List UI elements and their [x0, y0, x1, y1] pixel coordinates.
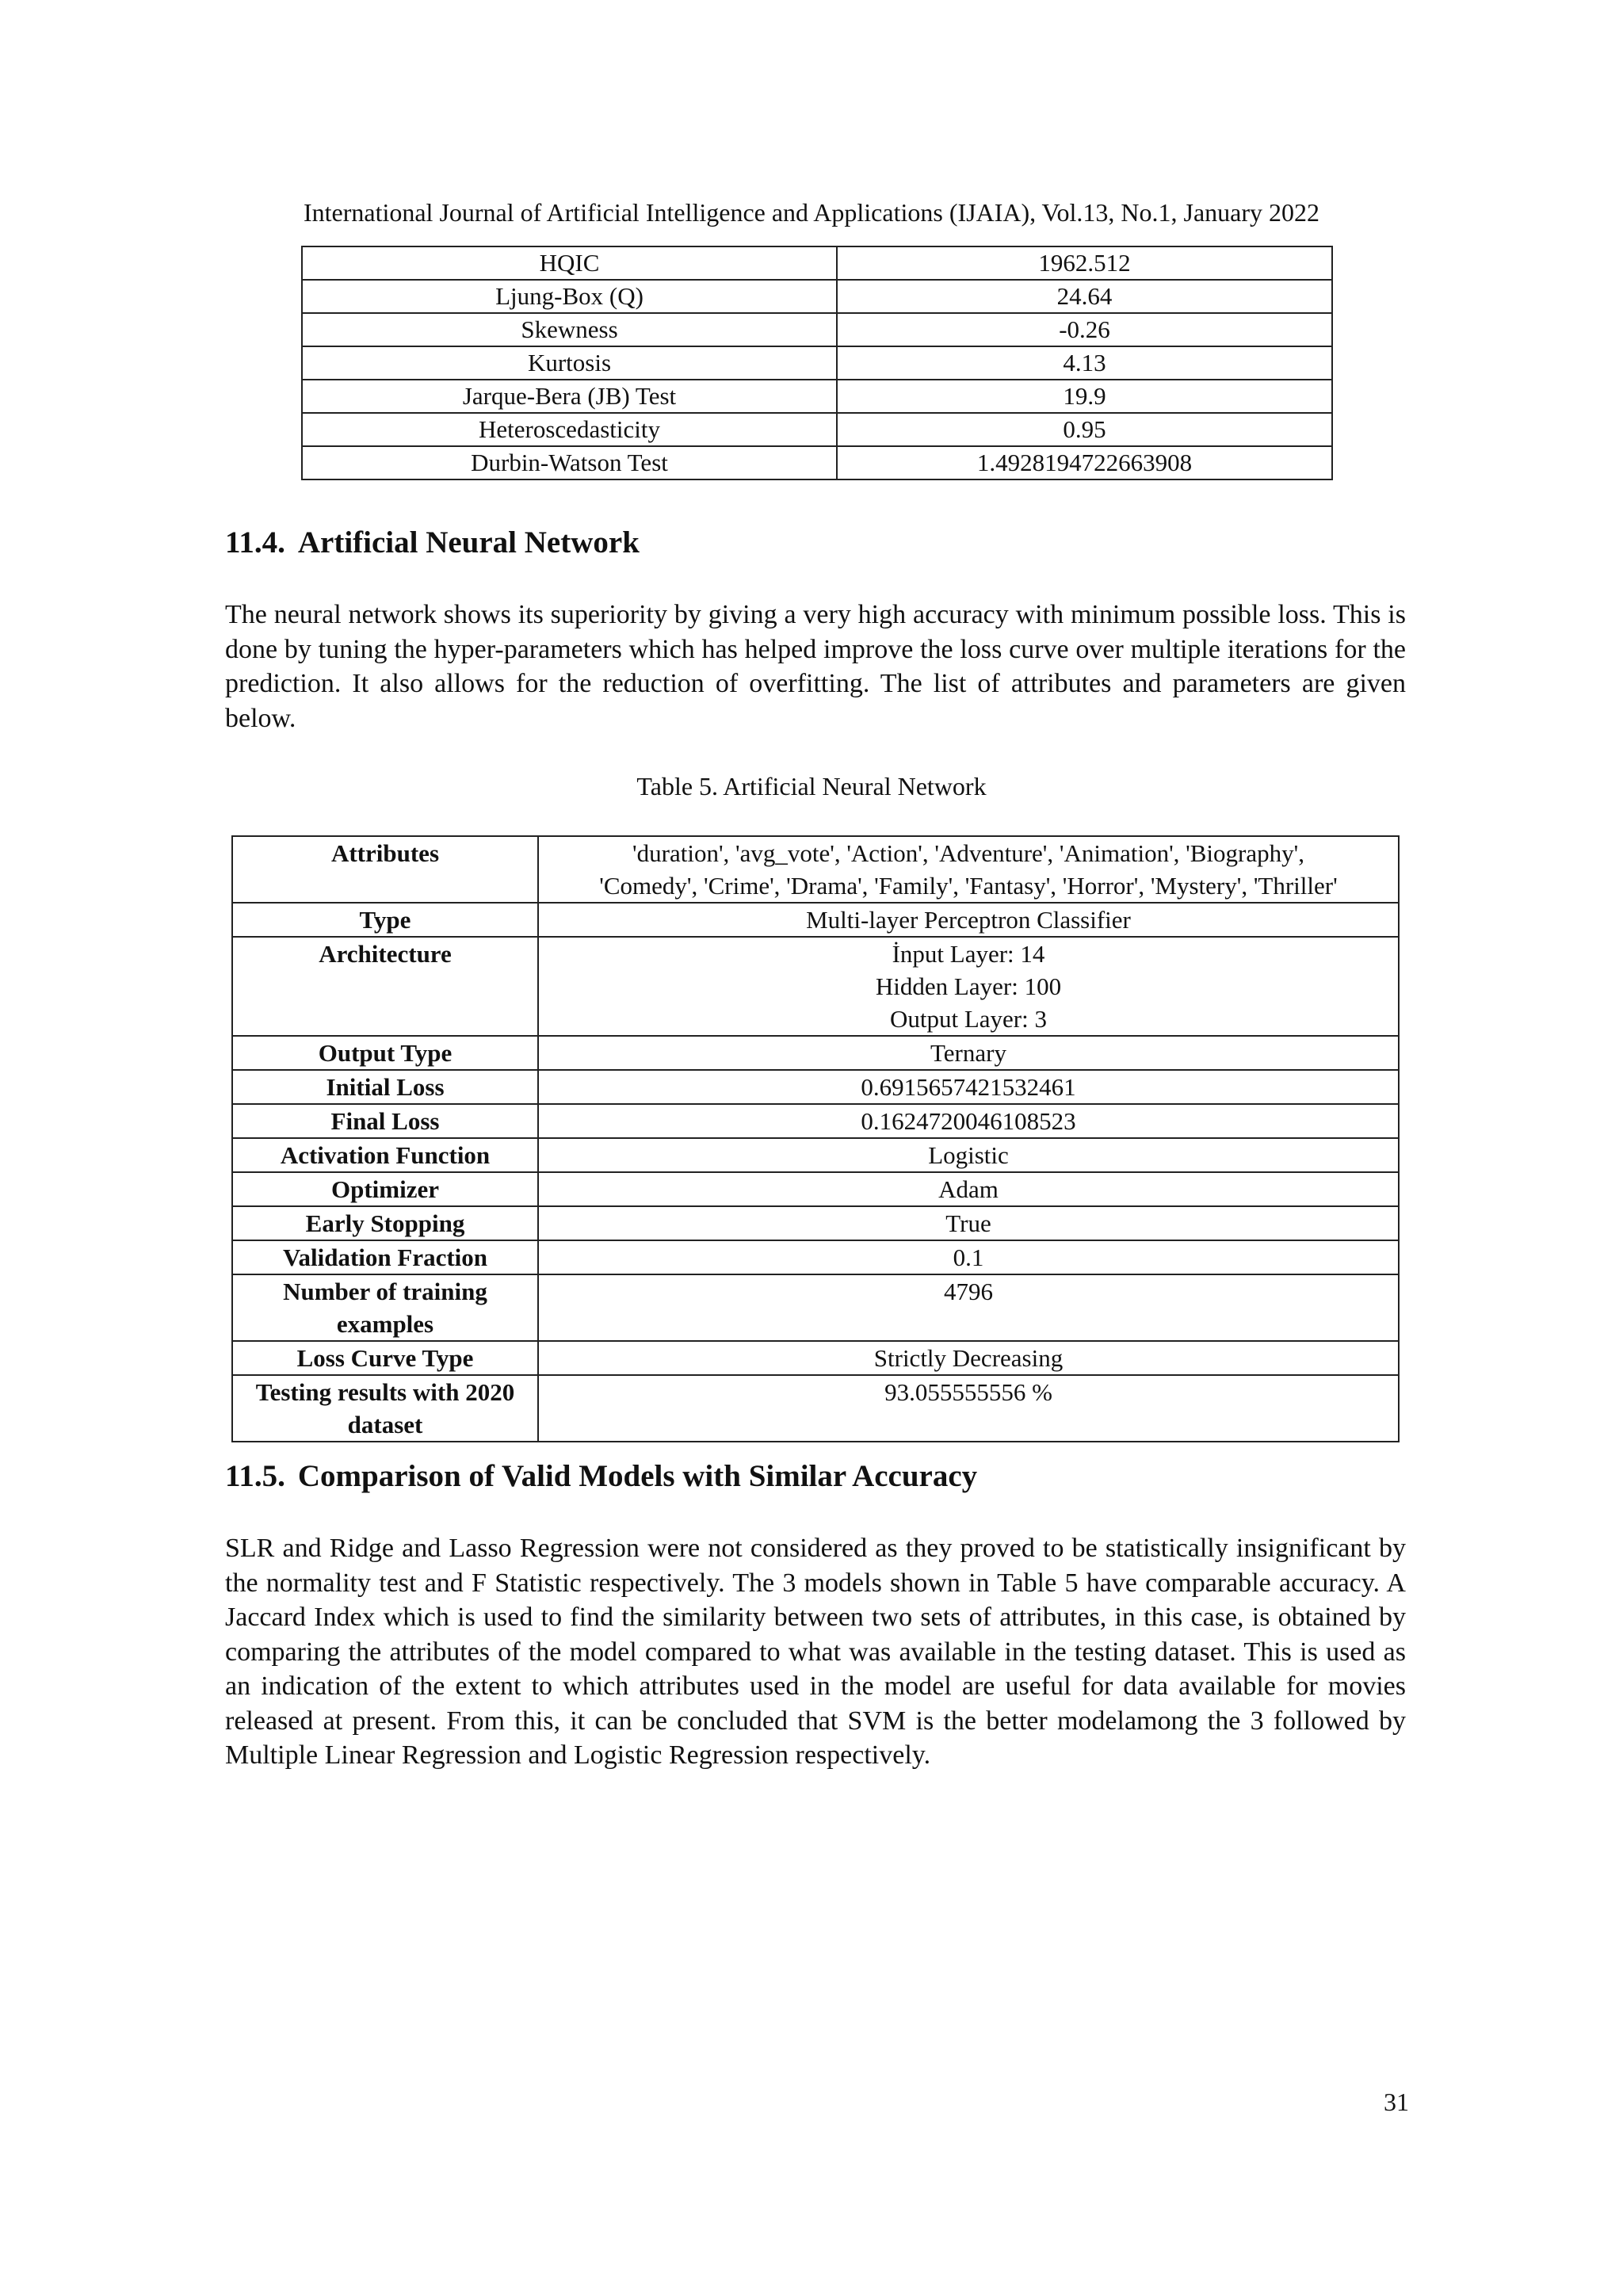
section-heading-comparison [225, 1457, 977, 1496]
table-row [232, 836, 1399, 903]
param-value [538, 937, 1399, 1036]
section-number: 11.4. [225, 525, 285, 560]
table-row [232, 1104, 1399, 1138]
stat-name: Skewness [302, 313, 837, 346]
table-row [302, 313, 1332, 346]
stat-name: HQIC [302, 246, 837, 280]
param-name: Initial Loss [232, 1070, 538, 1104]
param-name: Output Type [232, 1036, 538, 1070]
param-name: Type [232, 903, 538, 937]
table-row [302, 280, 1332, 313]
param-value: 0.1 [538, 1240, 1399, 1274]
param-value [538, 836, 1399, 903]
section-title: Artificial Neural Network [297, 525, 640, 560]
param-name: Testing results with 2020 dataset [232, 1375, 538, 1442]
stat-value: 19.9 [837, 380, 1332, 413]
param-value: 0.6915657421532461 [538, 1070, 1399, 1104]
section-title: Comparison of Valid Models with Similar Accuracy [297, 1459, 978, 1493]
stat-name: Jarque-Bera (JB) Test [302, 380, 837, 413]
running-header: International Journal of Artificial Intelligence and Applications (IJAIA), Vol.13, No.1, January 2022 [303, 198, 1320, 227]
page-number: 31 [1384, 2088, 1409, 2116]
param-name: Final Loss [232, 1104, 538, 1138]
table-row [302, 413, 1332, 446]
table-row [232, 1206, 1399, 1240]
table-row [232, 1172, 1399, 1206]
stat-name: Ljung-Box (Q) [302, 280, 837, 313]
param-name: Loss Curve Type [232, 1341, 538, 1375]
table-row [302, 246, 1332, 280]
table-row [232, 937, 1399, 1036]
comparison-paragraph: SLR and Ridge and Lasso Regression were not considered as they proved to be statistically insignificant by the normality test and F Statistic respectively. The 3 models shown in Table 5 have comparable accuracy. A Jaccard Index which is used to find the similarity between two sets of attributes, in this case, is obtained by comparing the attributes of the model compared to what was available in the testing dataset. This is used as an indication of the extent to which attributes used in the model are useful for data available for movies released at present. From this, it can be concluded that SVM is the better modelamong the 3 followed by Multiple Linear Regression and Logistic Regression respectively. [225, 1534, 1406, 1770]
table-row [232, 1375, 1399, 1442]
param-name: Optimizer [232, 1172, 538, 1206]
stat-value: -0.26 [837, 313, 1332, 346]
param-value: Ternary [538, 1036, 1399, 1070]
table-row [302, 446, 1332, 479]
ann-parameters-table [231, 835, 1400, 1442]
stat-value: 1962.512 [837, 246, 1332, 280]
table-row [232, 1240, 1399, 1274]
stat-name: Heteroscedasticity [302, 413, 837, 446]
table-row [302, 346, 1332, 380]
param-value: Strictly Decreasing [538, 1341, 1399, 1375]
stat-value: 1.4928194722663908 [837, 446, 1332, 479]
param-name: Early Stopping [232, 1206, 538, 1240]
value-line: Hidden Layer: 100 [875, 972, 1062, 1000]
table-caption: Table 5. Artificial Neural Network [636, 772, 987, 800]
ann-paragraph: The neural network shows its superiority by giving a very high accuracy with minimum possible loss. This is done by tuning the hyper-parameters which has helped improve the loss curve over multiple iterations for the prediction. It also allows for the reduction of overfitting. The list of attributes and parameters are given below. [225, 600, 1406, 733]
section-number: 11.5. [225, 1459, 285, 1493]
table-row [302, 380, 1332, 413]
param-value: 4796 [538, 1274, 1399, 1341]
value-line: İnput Layer: 14 [892, 940, 1045, 968]
table-row [232, 1341, 1399, 1375]
param-name: Architecture [232, 937, 538, 1036]
value-line: 'duration', 'avg_vote', 'Action', 'Adventure', 'Animation', 'Biography', [632, 839, 1304, 867]
param-name: Number of training examples [232, 1274, 538, 1341]
table-row [232, 1070, 1399, 1104]
model-statistics-table [301, 246, 1333, 480]
param-value: 93.055555556 % [538, 1375, 1399, 1442]
table-row [232, 1036, 1399, 1070]
param-value: Adam [538, 1172, 1399, 1206]
stat-value: 24.64 [837, 280, 1332, 313]
table-row [232, 903, 1399, 937]
stat-value: 0.95 [837, 413, 1332, 446]
stat-name: Durbin-Watson Test [302, 446, 837, 479]
value-line: 'Comedy', 'Crime', 'Drama', 'Family', 'Fantasy', 'Horror', 'Mystery', 'Thriller' [599, 872, 1338, 900]
value-line: Output Layer: 3 [889, 1005, 1047, 1033]
section-heading-ann [225, 523, 640, 563]
stat-name: Kurtosis [302, 346, 837, 380]
table-row [232, 1274, 1399, 1341]
param-name: Activation Function [232, 1138, 538, 1172]
table-row [232, 1138, 1399, 1172]
param-name: Attributes [232, 836, 538, 903]
param-value: Logistic [538, 1138, 1399, 1172]
param-value: Multi-layer Perceptron Classifier [538, 903, 1399, 937]
param-value: 0.1624720046108523 [538, 1104, 1399, 1138]
stat-value: 4.13 [837, 346, 1332, 380]
param-name: Validation Fraction [232, 1240, 538, 1274]
param-value: True [538, 1206, 1399, 1240]
